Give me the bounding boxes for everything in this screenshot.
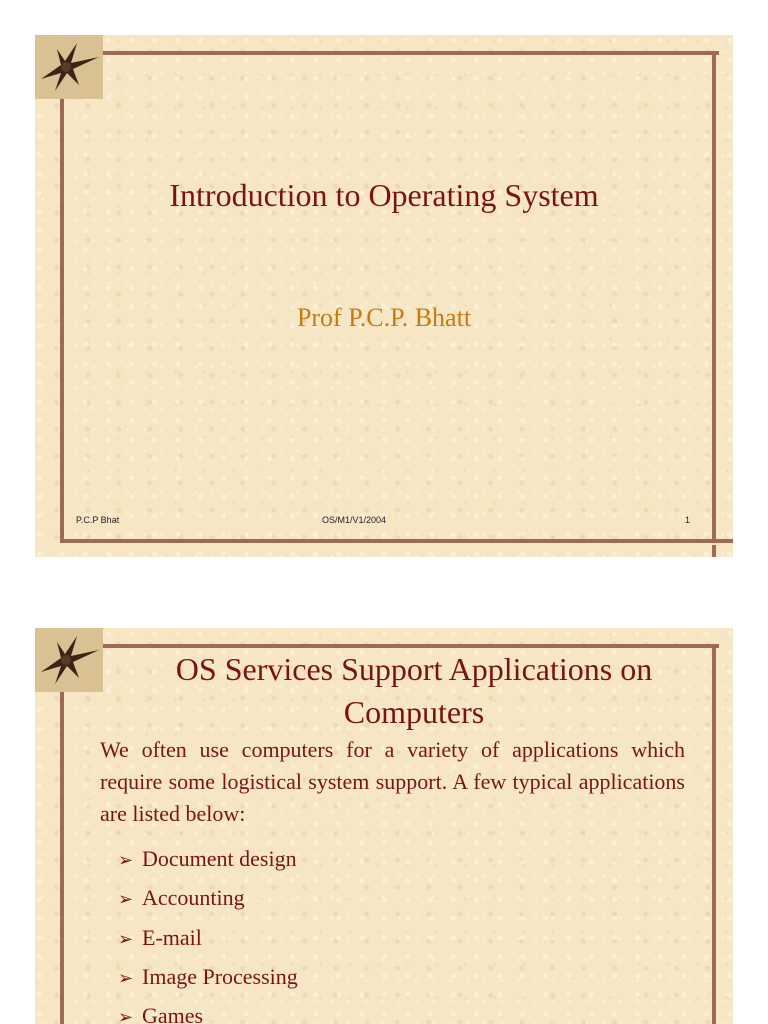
footer-author: P.C.P Bhat bbox=[76, 515, 120, 525]
arrow-bullet-icon: ➢ bbox=[118, 850, 134, 870]
slide-2-title bbox=[115, 648, 713, 734]
slide-2 bbox=[35, 628, 733, 1024]
footer-page-number: 1 bbox=[685, 515, 691, 525]
frame-top-bar bbox=[97, 51, 719, 55]
slide-1-subtitle: Prof P.C.P. Bhatt bbox=[296, 303, 472, 332]
footer-code: OS/M1/V1/2004 bbox=[322, 515, 387, 525]
slide-2-body-text: We often use computers for a variety of applications which require some logistical system support. A few typical applications are listed below: bbox=[100, 737, 685, 826]
arrow-bullet-icon: ➢ bbox=[118, 1007, 134, 1024]
slide-2-title-line-2: Computers bbox=[343, 694, 485, 730]
list-item bbox=[118, 843, 298, 882]
star-corner-icon bbox=[35, 35, 103, 99]
arrow-bullet-icon: ➢ bbox=[118, 889, 134, 910]
list-item-label: Image Processing bbox=[142, 963, 298, 989]
slide-2-title-line-1: OS Services Support Applications on bbox=[175, 651, 653, 687]
list-item-label: Games bbox=[142, 1003, 204, 1024]
slide-1 bbox=[35, 35, 733, 557]
list-item bbox=[118, 1000, 298, 1024]
frame-right-bar bbox=[712, 51, 716, 543]
application-list bbox=[118, 843, 298, 1024]
frame-bottom-bar bbox=[60, 539, 733, 543]
arrow-bullet-icon: ➢ bbox=[118, 967, 134, 988]
list-item bbox=[118, 882, 298, 921]
list-item bbox=[118, 922, 298, 961]
list-item-label: Document design bbox=[142, 846, 297, 871]
arrow-bullet-icon: ➢ bbox=[118, 928, 134, 949]
list-item-label: Accounting bbox=[142, 885, 245, 911]
star-corner-icon bbox=[35, 628, 103, 692]
slide-1-title: Introduction to Operating System bbox=[169, 177, 599, 213]
frame-left-bar bbox=[60, 684, 64, 1024]
list-item bbox=[118, 961, 298, 1000]
frame-right-stub bbox=[712, 545, 716, 557]
list-item-label: E-mail bbox=[142, 924, 202, 950]
